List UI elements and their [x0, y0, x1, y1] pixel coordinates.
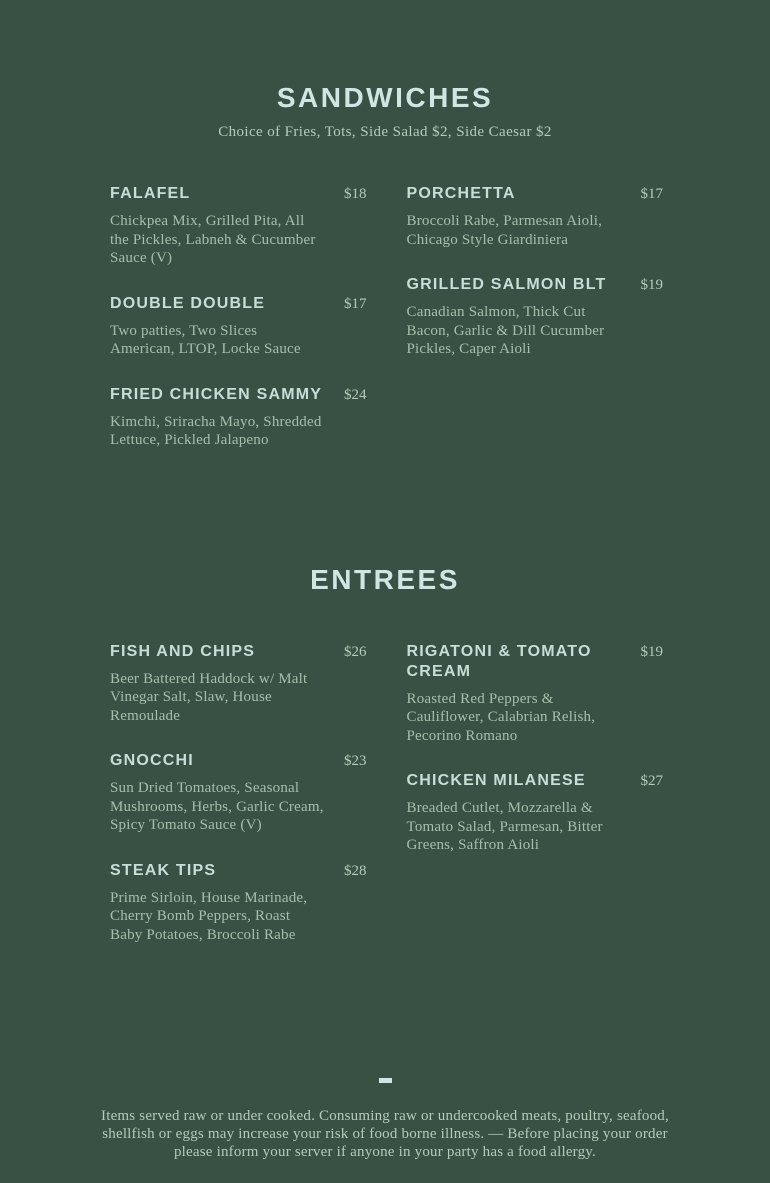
item-name: GNOCCHI — [110, 752, 194, 769]
item-description: Beer Battered Haddock w/ Malt Vinegar Salt, Slaw, House Remoulade — [110, 670, 308, 724]
item-header — [407, 771, 664, 791]
item-price: $19 — [640, 643, 663, 660]
menu-footer — [0, 1070, 770, 1161]
entrees-right-column — [407, 642, 664, 971]
item-header — [110, 385, 367, 405]
item-description: Roasted Red Peppers & Cauliflower, Calabrian Relish, Pecorino Romano — [406, 690, 596, 744]
item-name: RIGATONI & TOMATO CREAM — [406, 642, 592, 680]
entrees-left-column — [110, 642, 367, 971]
section-title-entrees: ENTREES — [310, 563, 460, 595]
menu-item-rigatoni-tomato-cream — [407, 642, 664, 746]
item-price: $24 — [344, 386, 367, 403]
item-header — [407, 275, 664, 295]
item-price: $18 — [344, 186, 367, 202]
item-header — [407, 642, 664, 682]
menu-item-fish-and-chips — [110, 642, 367, 726]
section-entrees — [0, 563, 770, 971]
item-header — [110, 861, 367, 881]
item-description: Canadian Salmon, Thick Cut Bacon, Garlic & Dill Cucumber Pickles, Caper Aioli — [406, 304, 605, 357]
item-price: $28 — [344, 862, 367, 879]
item-name: FISH AND CHIPS — [110, 642, 256, 660]
item-price: $23 — [344, 753, 367, 769]
menu-item-fried-chicken-sammy — [110, 385, 367, 450]
item-header — [110, 751, 367, 771]
menu-item-chicken-milanese — [407, 771, 664, 855]
divider-dash — [379, 1078, 392, 1083]
item-price: $19 — [640, 277, 663, 293]
item-header — [407, 184, 664, 204]
section-sandwiches — [0, 0, 770, 476]
menu-item-double-double — [110, 294, 367, 359]
item-description: Chickpea Mix, Grilled Pita, All the Pickles, Labneh & Cucumber Sauce (V) — [110, 213, 316, 266]
item-name: PORCHETTA — [406, 185, 516, 202]
item-price: $17 — [344, 295, 367, 312]
item-name: DOUBLE DOUBLE — [110, 294, 266, 312]
item-description: Breaded Cutlet, Mozzarella & Tomato Salad, Parmesan, Bitter Greens, Saffron Aioli — [406, 800, 603, 853]
item-name: FALAFEL — [110, 185, 191, 202]
item-description: Kimchi, Sriracha Mayo, Shredded Lettuce, Pickled Jalapeno — [110, 413, 322, 448]
item-description: Sun Dried Tomatoes, Seasonal Mushrooms, Herbs, Garlic Cream, Spicy Tomato Sauce (V) — [110, 780, 324, 833]
sandwiches-columns — [0, 184, 770, 476]
item-description: Broccoli Rabe, Parmesan Aioli, Chicago Style Giardiniera — [406, 213, 603, 248]
menu-item-falafel — [110, 184, 367, 268]
item-name: STEAK TIPS — [110, 861, 217, 879]
item-header — [110, 184, 367, 204]
item-price: $27 — [640, 773, 663, 789]
item-price: $26 — [344, 643, 367, 660]
entrees-columns — [0, 642, 770, 971]
item-price: $17 — [640, 186, 663, 202]
item-header — [110, 294, 367, 314]
item-description: Prime Sirloin, House Marinade, Cherry Bomb Peppers, Roast Baby Potatoes, Broccoli Rabe — [110, 889, 308, 943]
item-name: FRIED CHICKEN SAMMY — [110, 385, 323, 403]
menu-item-porchetta — [407, 184, 664, 249]
menu-item-gnocchi — [110, 751, 367, 835]
item-header — [110, 642, 367, 662]
disclaimer-text: Items served raw or under cooked. Consuming raw or undercooked meats, poultry, seafood, shellfish or eggs may increase your risk of food borne illness. — Before placing your order please inform your server if anyone in your party has a food allergy. — [101, 1108, 669, 1160]
item-name: GRILLED SALMON BLT — [406, 276, 607, 293]
sandwiches-left-column — [110, 184, 367, 476]
section-title-sandwiches: SANDWICHES — [276, 82, 494, 113]
section-subtitle-sandwiches: Choice of Fries, Tots, Side Salad $2, Side Caesar $2 — [218, 124, 552, 140]
menu-item-grilled-salmon-blt — [407, 275, 664, 359]
item-description: Two patties, Two Slices American, LTOP, Locke Sauce — [110, 322, 301, 357]
menu-item-steak-tips — [110, 861, 367, 945]
item-name: CHICKEN MILANESE — [406, 772, 586, 789]
sandwiches-right-column — [407, 184, 664, 476]
